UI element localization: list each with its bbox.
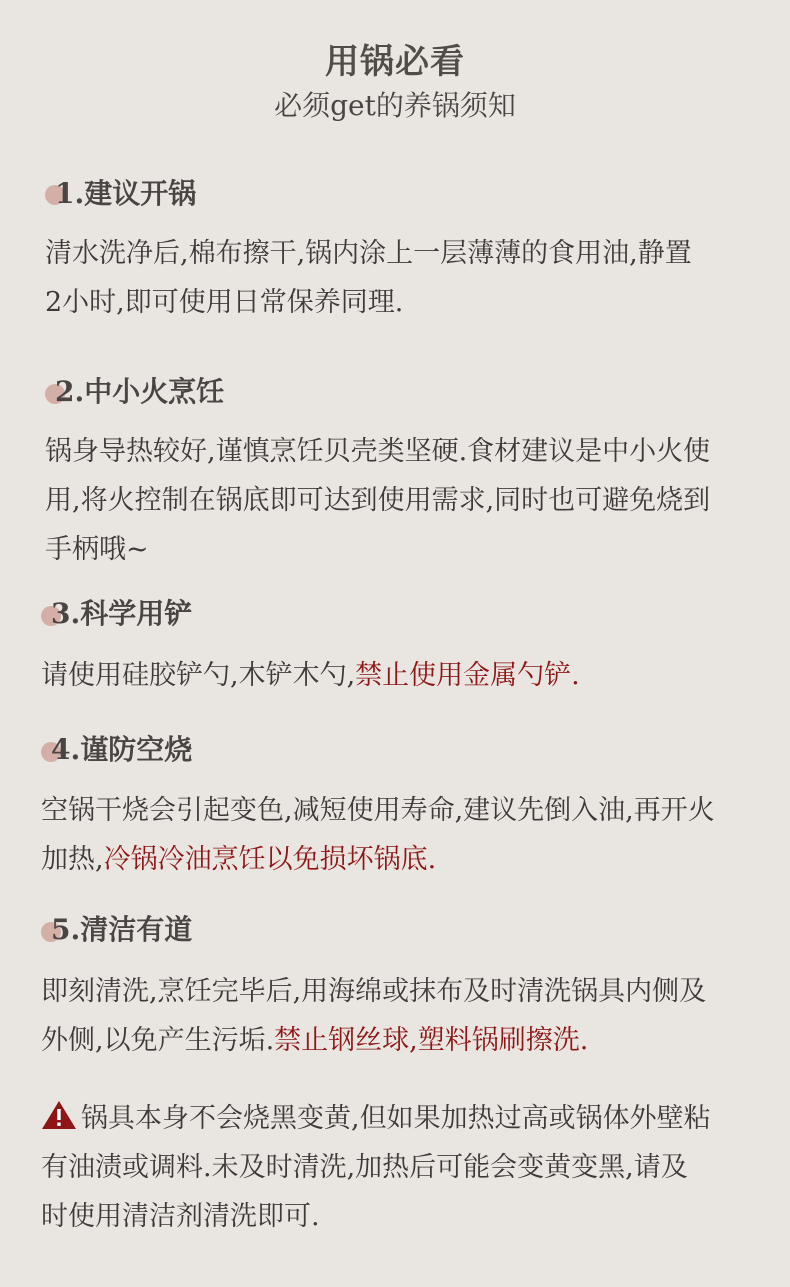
section-heading: 5.清洁有道	[51, 913, 193, 946]
paragraph-line: 加热,冷锅冷油烹饪以免损坏锅底.	[41, 844, 437, 875]
section-paragraph	[41, 651, 580, 700]
warning-note	[41, 1094, 711, 1241]
paragraph-line: 时使用清洁剂清洗即可.	[41, 1201, 320, 1232]
paragraph-line: 外侧,以免产生污垢.禁止钢丝球,塑料锅刷擦洗.	[41, 1025, 589, 1056]
page-title: 用锅必看	[325, 42, 465, 82]
paragraph-line: 有油渍或调料.未及时清洗,加热后可能会变黄变黑,请及	[41, 1152, 688, 1183]
section-paragraph	[45, 229, 692, 327]
warning-triangle-icon	[41, 1100, 77, 1130]
paragraph-line: 锅具本身不会烧黑变黄,但如果加热过高或锅体外壁粘	[41, 1094, 711, 1143]
section-heading: 1.建议开锅	[55, 177, 197, 210]
paragraph-line: 即刻清洗,烹饪完毕后,用海绵或抹布及时清洗锅具内侧及	[41, 976, 707, 1007]
section-heading: 4.谨防空烧	[51, 733, 193, 766]
paragraph-line: 2小时,即可使用日常保养同理.	[45, 287, 404, 318]
paragraph-line: 请使用硅胶铲勺,木铲木勺,禁止使用金属勺铲.	[41, 660, 580, 691]
paragraph-line: 手柄哦~	[45, 534, 149, 565]
paragraph-line: 清水洗净后,棉布擦干,锅内涂上一层薄薄的食用油,静置	[45, 238, 692, 269]
section-paragraph	[41, 967, 706, 1065]
section-paragraph	[41, 786, 715, 884]
section-heading: 3.科学用铲	[51, 597, 193, 630]
paragraph-line: 锅身导热较好,谨慎烹饪贝壳类坚硬.食材建议是中小火使	[45, 436, 711, 467]
page-subtitle: 必须get的养锅须知	[274, 89, 516, 122]
section-paragraph	[45, 427, 710, 574]
paragraph-line: 空锅干烧会引起变色,减短使用寿命,建议先倒入油,再开火	[41, 795, 715, 826]
paragraph-line: 用,将火控制在锅底即可达到使用需求,同时也可避免烧到	[45, 485, 711, 516]
section-heading: 2.中小火烹饪	[55, 375, 225, 408]
